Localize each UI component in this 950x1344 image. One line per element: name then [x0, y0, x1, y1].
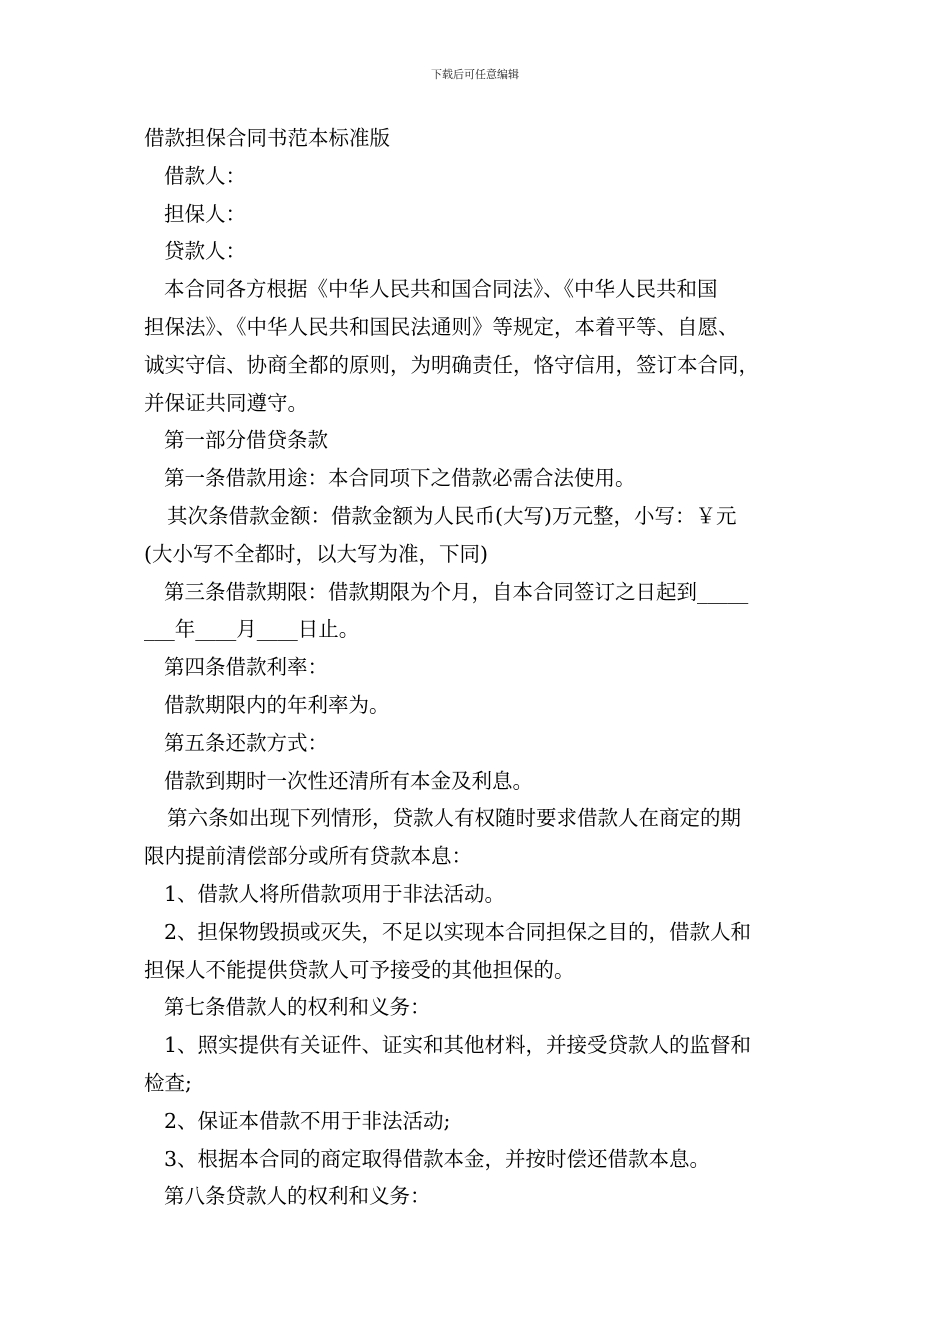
document-title: 借款担保合同书范本标准版 — [144, 126, 390, 150]
article-line: 借款到期时一次性还清所有本金及利息。 — [164, 768, 533, 793]
list-item: 检查; — [144, 1070, 192, 1095]
preamble-line: 本合同各方根据《中华人民共和国合同法》、《中华人民共和国 — [164, 277, 718, 302]
article-line: 第五条还款方式： — [164, 730, 328, 755]
party-lender: 贷款人： — [164, 239, 246, 264]
party-guarantor: 担保人： — [164, 201, 246, 226]
article-line: 第三条借款期限：借款期限为个月，自本合同签订之日起到_____ — [164, 579, 749, 604]
list-item: 1、借款人将所借款项用于非法活动。 — [164, 881, 506, 906]
list-item: 2、担保物毁损或灭失，不足以实现本合同担保之目的，借款人和 — [164, 919, 752, 944]
page-header-note: 下载后可任意编辑 — [431, 68, 519, 81]
article-line: 第四条借款利率： — [164, 655, 328, 680]
article-line: (大小写不全都时，以大写为准，下同) — [144, 541, 488, 566]
list-item: 3、根据本合同的商定取得借款本金，并按时偿还借款本息。 — [164, 1146, 711, 1171]
article-line: 第八条贷款人的权利和义务： — [164, 1184, 431, 1209]
section-heading: 第一部分借贷条款 — [164, 428, 328, 453]
document-body — [144, 120, 809, 1216]
list-item: 2、保证本借款不用于非法活动; — [164, 1108, 451, 1133]
article-line: 第七条借款人的权利和义务： — [164, 995, 431, 1020]
party-borrower: 借款人： — [164, 163, 246, 188]
article-line: 第六条如出现下列情形，贷款人有权随时要求借款人在商定的期 — [167, 806, 741, 831]
preamble-line: 并保证共同遵守。 — [144, 390, 308, 415]
article-line: 第一条借款用途：本合同项下之借款必需合法使用。 — [164, 466, 636, 491]
article-line: 借款期限内的年利率为。 — [164, 692, 390, 717]
article-line: 其次条借款金额：借款金额为人民币(大写)万元整，小写：￥元 — [167, 503, 737, 528]
article-line: 限内提前清偿部分或所有贷款本息： — [144, 844, 472, 869]
list-item: 担保人不能提供贷款人可予接受的其他担保的。 — [144, 957, 575, 982]
article-line: ___年____月____日止。 — [144, 617, 360, 642]
preamble-line: 担保法》、《中华人民共和国民法通则》等规定，本着平等、自愿、 — [144, 314, 739, 339]
list-item: 1、照实提供有关证件、证实和其他材料，并接受贷款人的监督和 — [164, 1033, 752, 1058]
preamble-line: 诚实守信、协商全都的原则，为明确责任，恪守信用，签订本合同， — [144, 352, 759, 377]
